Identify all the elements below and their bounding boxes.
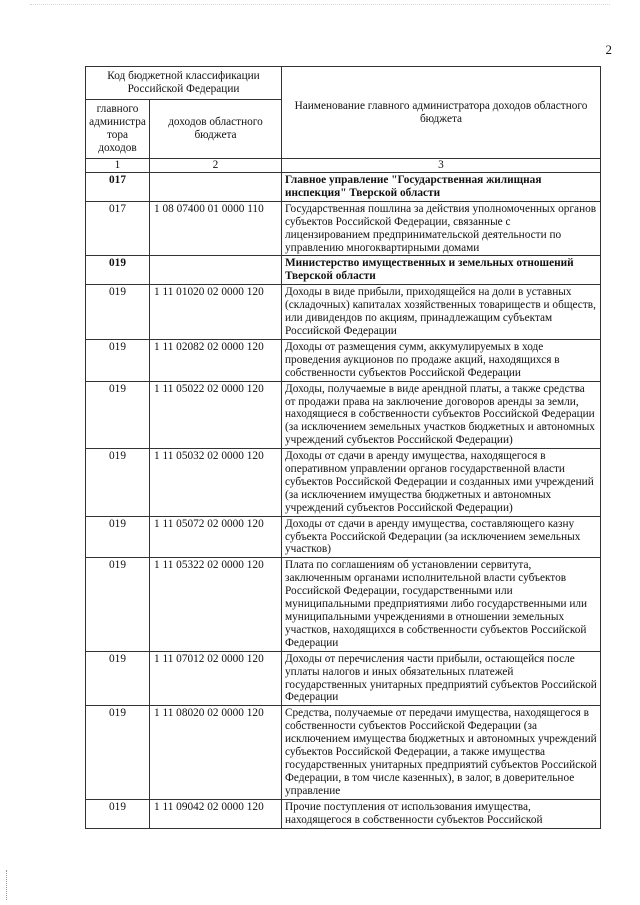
row-revenue-code: 1 11 09042 02 0000 120 [150, 799, 282, 828]
row-revenue-name: Плата по соглашениям об установлении сервитута, заключенным органами исполнительной власти субъектов Российской Федерации, государственными или муниципальными предприятиями либо государственными или муниципальными учреждениями в отношении земельных участков, находящихся в собственности субъектов Российской Федерации [282, 558, 601, 651]
row-revenue-code: 1 08 07400 01 0000 110 [150, 201, 282, 256]
row-admin-code: 017 [86, 201, 150, 256]
row-revenue-name: Доходы в виде прибыли, приходящейся на доли в уставных (складочных) капиталах хозяйственных товариществ и обществ, или дивидендов по акциям, принадлежащим субъектам Российской Федерации [282, 285, 601, 340]
row-revenue-code [150, 173, 282, 202]
table-row [86, 706, 601, 799]
row-admin-code: 019 [86, 651, 150, 706]
table-row [86, 201, 601, 256]
row-revenue-code: 1 11 02082 02 0000 120 [150, 339, 282, 381]
kbk-group-header: Код бюджетной классификации Российской Федерации [86, 67, 282, 100]
name-column-header: Наименование главного администратора доходов областного бюджета [282, 67, 601, 159]
row-admin-code: 019 [86, 449, 150, 517]
row-revenue-name: Министерство имущественных и земельных отношений Тверской области [282, 256, 601, 285]
row-admin-code: 019 [86, 381, 150, 449]
page-number: 2 [605, 42, 612, 57]
row-revenue-code: 1 11 07012 02 0000 120 [150, 651, 282, 706]
table-row [86, 339, 601, 381]
row-admin-code: 019 [86, 706, 150, 799]
scan-margin-mark [6, 870, 8, 900]
row-revenue-code: 1 11 05322 02 0000 120 [150, 558, 282, 651]
admin-column-header: главного администра тора доходов [86, 100, 150, 159]
table-row [86, 381, 601, 449]
row-admin-code: 019 [86, 516, 150, 558]
row-revenue-name: Прочие поступления от использования имущества, находящегося в собственности субъектов Российской [282, 799, 601, 828]
column-number-1: 1 [86, 159, 150, 173]
table-row [86, 799, 601, 828]
table-row [86, 516, 601, 558]
row-revenue-code: 1 11 05032 02 0000 120 [150, 449, 282, 517]
row-revenue-code: 1 11 01020 02 0000 120 [150, 285, 282, 340]
row-revenue-code: 1 11 08020 02 0000 120 [150, 706, 282, 799]
row-admin-code: 019 [86, 285, 150, 340]
row-revenue-name: Доходы от размещения сумм, аккумулируемых в ходе проведения аукционов по продаже акций, находящихся в собственности субъектов Российской Федерации [282, 339, 601, 381]
row-admin-code: 019 [86, 558, 150, 651]
scan-noise-line [30, 4, 610, 7]
row-revenue-name: Государственная пошлина за действия уполномоченных органов субъектов Российской Федерации, связанные с лицензированием предпринимательской деятельности по управлению многоквартирными домами [282, 201, 601, 256]
row-revenue-name: Доходы, получаемые в виде арендной платы, а также средства от продажи права на заключение договоров аренды за земли, находящиеся в собственности субъектов Российской Федерации (за исключением земельных участков бюджетных и автономных учреждений субъектов Российской Федерации) [282, 381, 601, 449]
row-revenue-name: Доходы от сдачи в аренду имущества, составляющего казну субъекта Российской Федерации (за исключением земельных участков) [282, 516, 601, 558]
table-row [86, 173, 601, 202]
table-row [86, 558, 601, 651]
row-admin-code: 017 [86, 173, 150, 202]
row-revenue-name: Доходы от сдачи в аренду имущества, находящегося в оперативном управлении органов государственной власти субъектов Российской Федерации и созданных ими учреждений (за исключением имущества бюджетных и автономных учреждений субъектов Российской Федерации) [282, 449, 601, 517]
row-revenue-code: 1 11 05022 02 0000 120 [150, 381, 282, 449]
budget-classification-table [85, 66, 601, 829]
row-admin-code: 019 [86, 256, 150, 285]
row-revenue-name: Главное управление "Государственная жилищная инспекция" Тверской области [282, 173, 601, 202]
row-admin-code: 019 [86, 339, 150, 381]
table-row [86, 449, 601, 517]
column-number-3: 3 [282, 159, 601, 173]
row-revenue-code: 1 11 05072 02 0000 120 [150, 516, 282, 558]
table-row [86, 651, 601, 706]
table-body [86, 173, 601, 829]
row-revenue-code [150, 256, 282, 285]
column-number-2: 2 [150, 159, 282, 173]
table-row [86, 256, 601, 285]
table-row [86, 285, 601, 340]
code-column-header: доходов областного бюджета [150, 100, 282, 159]
row-admin-code: 019 [86, 799, 150, 828]
row-revenue-name: Доходы от перечисления части прибыли, остающейся после уплаты налогов и иных обязательных платежей государственных унитарных предприятий субъектов Российской Федерации [282, 651, 601, 706]
row-revenue-name: Средства, получаемые от передачи имущества, находящегося в собственности субъектов Российской Федерации (за исключением имущества бюджетных и автономных учреждений субъектов Российской Федерации, а также имущества государственных унитарных предприятий субъектов Российской Федерации, в том числе казенных), в залог, в доверительное управление [282, 706, 601, 799]
